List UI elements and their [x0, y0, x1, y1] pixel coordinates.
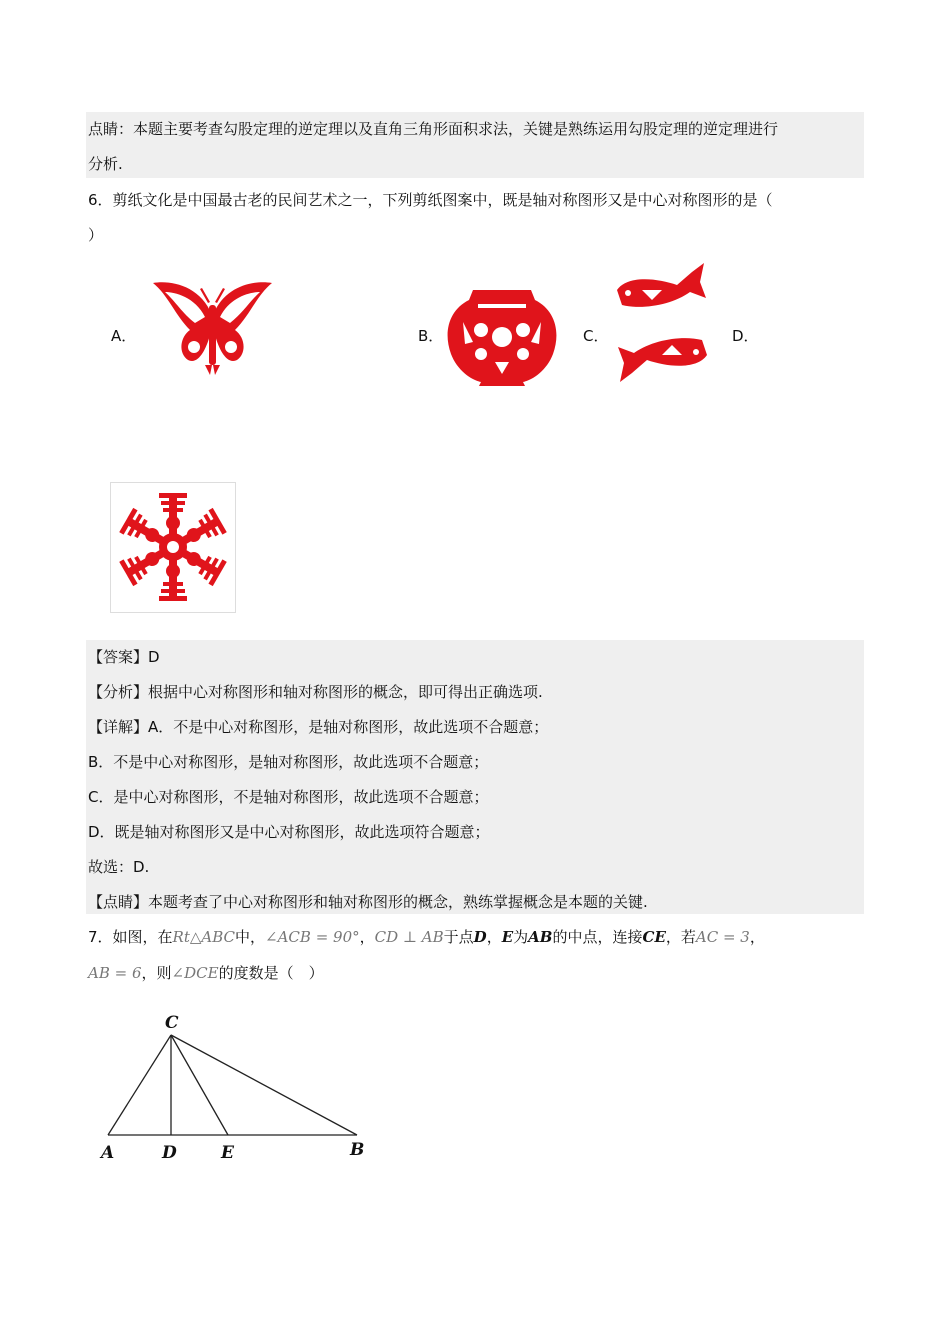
twin-fish-papercut-icon	[612, 260, 712, 385]
analysis-line: 【分析】根据中心对称图形和轴对称图形的概念，即可得出正确选项.	[88, 683, 543, 701]
option-b-label: B．	[418, 327, 444, 345]
q7-angle-dce: ∠DCE	[171, 964, 219, 982]
q7-point-e: E	[501, 928, 514, 946]
detail-line-d: D．既是轴对称图形又是中心对称图形，故此选项符合题意；	[88, 823, 490, 841]
label-e: E	[221, 1143, 234, 1163]
option-d-label: D．	[732, 327, 759, 345]
q7-text: 于点	[443, 928, 474, 946]
snowflake-papercut-icon	[110, 482, 236, 613]
q7-num: 7．如图，在	[88, 928, 173, 946]
q7-text: 中，	[235, 928, 266, 946]
q7-angle-acb: ∠ACB = 90°	[265, 928, 360, 946]
q7-text: ，	[749, 928, 765, 946]
q6-stem-line2: ）	[88, 226, 104, 244]
q7-stem-line1	[88, 927, 765, 947]
butterfly-papercut-icon	[150, 275, 275, 380]
label-b: B	[350, 1140, 365, 1160]
detail-line-c: C．是中心对称图形，不是轴对称图形，故此选项不合题意；	[88, 788, 489, 806]
q7-text: ，则	[141, 964, 172, 982]
label-d: D	[162, 1143, 177, 1163]
segment-ca	[108, 1035, 171, 1135]
q6-stem-line1: 6．剪纸文化是中国最古老的民间艺术之一，下列剪纸图案中，既是轴对称图形又是中心对称图形的是（	[88, 191, 773, 209]
q7-text: ，	[359, 928, 375, 946]
detail-line-a: 【详解】A．不是中心对称图形，是轴对称图形，故此选项不合题意；	[88, 718, 549, 736]
q7-point-d: D	[473, 928, 487, 946]
q7-perpendicular: CD ⊥ AB	[374, 928, 444, 946]
label-a: A	[101, 1143, 115, 1163]
choice-line: 故选：D.	[88, 858, 150, 876]
q7-stem-line2	[88, 963, 324, 983]
prev-comment-line2: 分析.	[88, 155, 123, 173]
option-c-label: C．	[583, 327, 609, 345]
q7-text: ，若	[665, 928, 696, 946]
q7-text: 的度数是（ ）	[218, 964, 324, 982]
label-c: C	[165, 1013, 179, 1033]
detail-line-b: B．不是中心对称图形，是轴对称图形，故此选项不合题意；	[88, 753, 489, 771]
q7-text: ，	[486, 928, 502, 946]
vase-papercut-icon	[443, 282, 561, 387]
prev-comment-line1: 点睛：本题主要考查勾股定理的逆定理以及直角三角形面积求法，关键是熟练运用勾股定理的逆定理进行	[88, 120, 779, 138]
q7-text: 为	[513, 928, 529, 946]
q7-ab-value: AB = 6	[88, 964, 142, 982]
triangle-figure	[95, 1005, 385, 1170]
comment-line: 【点睛】本题考查了中心对称图形和轴对称图形的概念，熟练掌握概念是本题的关键.	[88, 893, 648, 911]
answer-line: 【答案】D	[88, 648, 160, 666]
q7-segment-ce: CE	[642, 928, 666, 946]
q7-ac-value: AC = 3	[695, 928, 750, 946]
option-a-label: A．	[111, 327, 137, 345]
q7-rt-triangle: Rt△ABC	[172, 928, 236, 946]
q7-segment-ab: AB	[528, 928, 553, 946]
q7-text: 的中点，连接	[552, 928, 643, 946]
